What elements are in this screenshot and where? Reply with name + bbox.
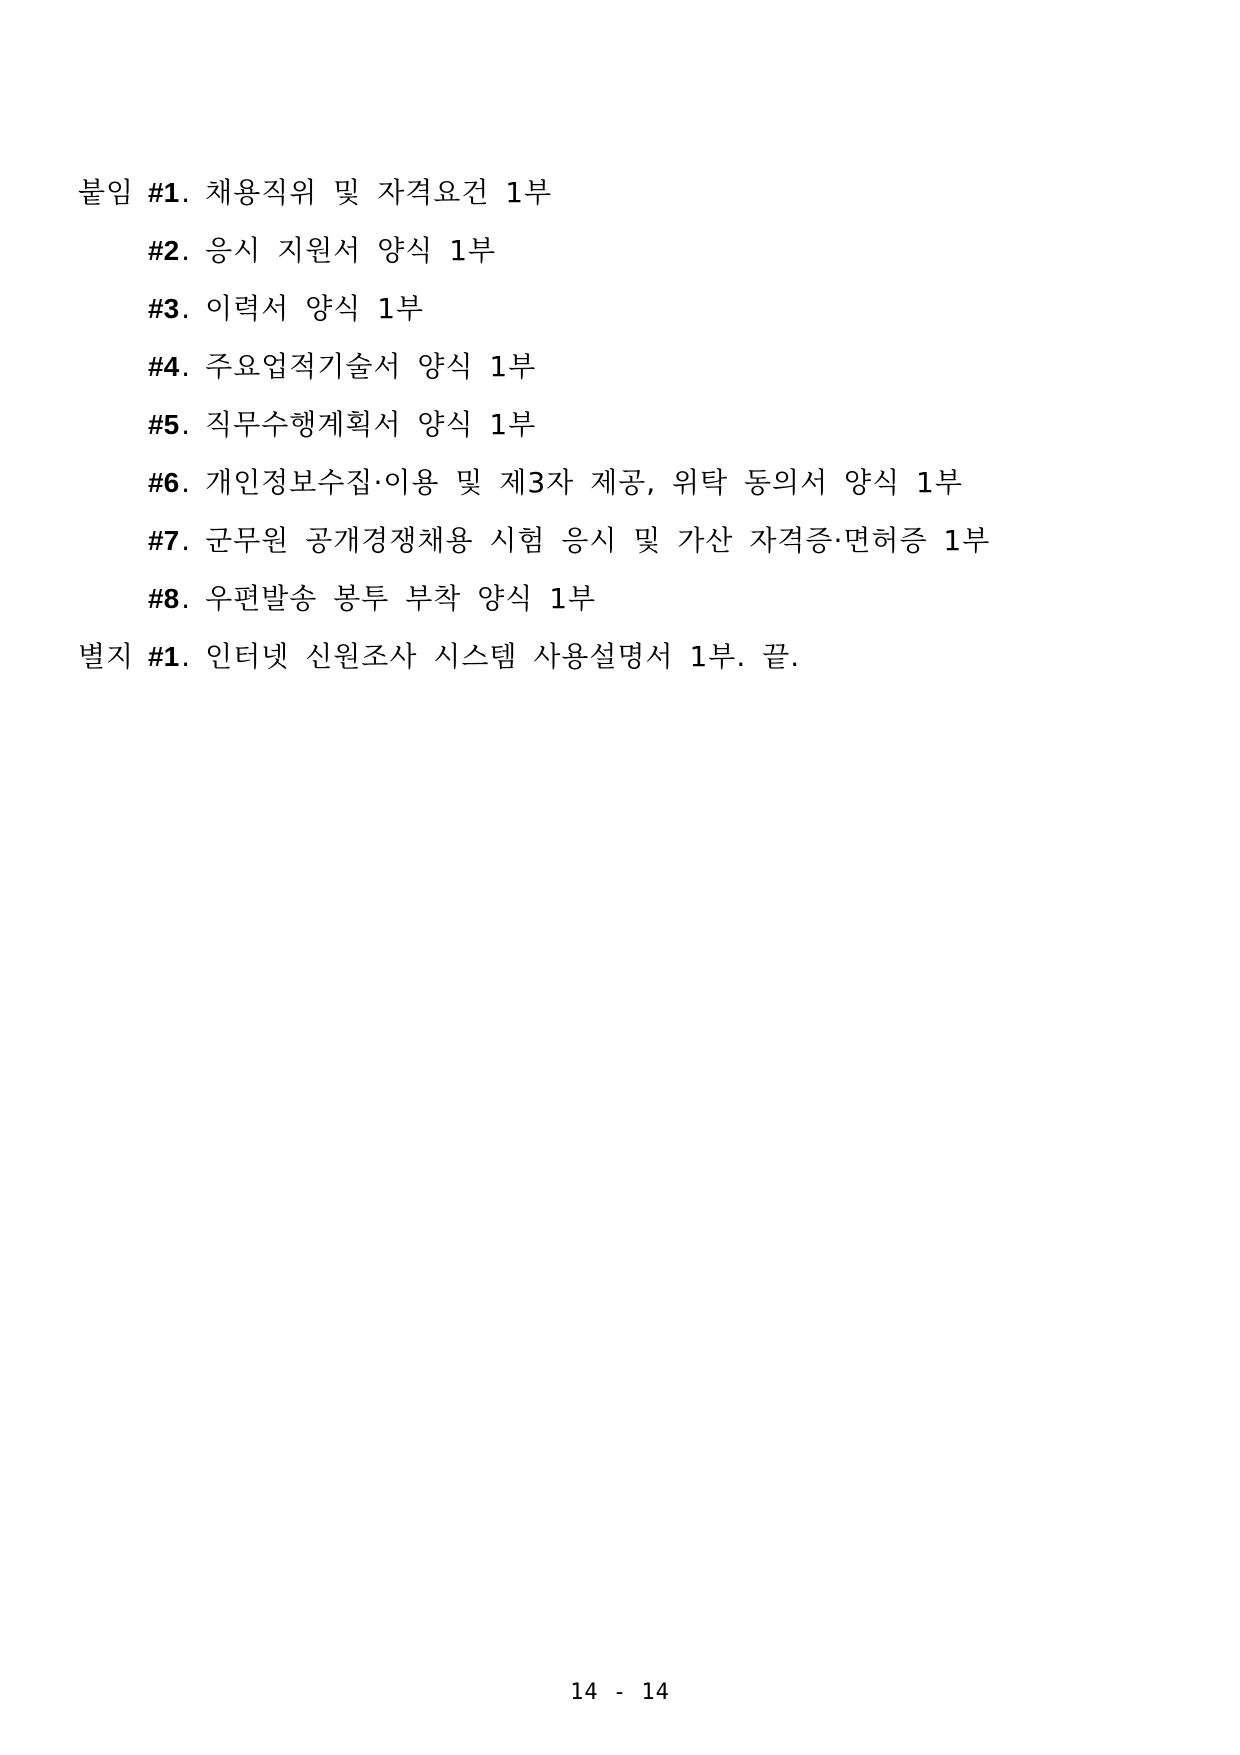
attachment-number: #3 <box>148 293 180 324</box>
attachment-item: #2 . 응시 지원서 양식 1부 <box>148 234 497 267</box>
attachment-number: #4 <box>148 351 180 382</box>
attachment-text: 채용직위 및 자격요건 1부 <box>205 176 553 209</box>
attachment-prefix: 붙임 <box>78 176 135 209</box>
attachment-item: #5 . 직무수행계획서 양식 1부 <box>148 408 537 441</box>
attachment-item: #7 . 군무원 공개경쟁채용 시험 응시 및 가산 자격증·면허증 1부 <box>148 524 991 557</box>
attachment-number: #1 <box>148 177 180 208</box>
attachment-item: 붙임 #1 . 채용직위 및 자격요건 1부 <box>78 176 553 209</box>
attachment-text: 인터넷 신원조사 시스템 사용설명서 1부. 끝. <box>205 640 801 673</box>
appendix-item: 별지 #1 . 인터넷 신원조사 시스템 사용설명서 1부. 끝. <box>78 640 801 673</box>
attachment-number: #2 <box>148 235 180 266</box>
attachment-number: #8 <box>148 583 180 614</box>
attachment-item: #6 . 개인정보수집·이용 및 제3자 제공, 위탁 동의서 양식 1부 <box>148 466 963 499</box>
attachment-item: #8 . 우편발송 봉투 부착 양식 1부 <box>148 582 597 615</box>
attachment-number: #1 <box>148 641 180 672</box>
attachment-list <box>78 164 1178 686</box>
attachment-text: 군무원 공개경쟁채용 시험 응시 및 가산 자격증·면허증 1부 <box>205 524 991 557</box>
attachment-text: 응시 지원서 양식 1부 <box>205 234 497 267</box>
page-number: 14 - 14 <box>570 1680 670 1705</box>
attachment-text: 개인정보수집·이용 및 제3자 제공, 위탁 동의서 양식 1부 <box>205 466 963 499</box>
attachment-item: #3 . 이력서 양식 1부 <box>148 292 425 325</box>
attachment-text: 이력서 양식 1부 <box>205 292 425 325</box>
attachment-item: #4 . 주요업적기술서 양식 1부 <box>148 350 537 383</box>
attachment-number: #5 <box>148 409 180 440</box>
attachment-text: 우편발송 봉투 부착 양식 1부 <box>205 582 597 615</box>
attachment-number: #6 <box>148 467 180 498</box>
attachment-number: #7 <box>148 525 180 556</box>
attachment-text: 주요업적기술서 양식 1부 <box>205 350 537 383</box>
attachment-prefix: 별지 <box>78 640 135 673</box>
attachment-text: 직무수행계획서 양식 1부 <box>205 408 537 441</box>
